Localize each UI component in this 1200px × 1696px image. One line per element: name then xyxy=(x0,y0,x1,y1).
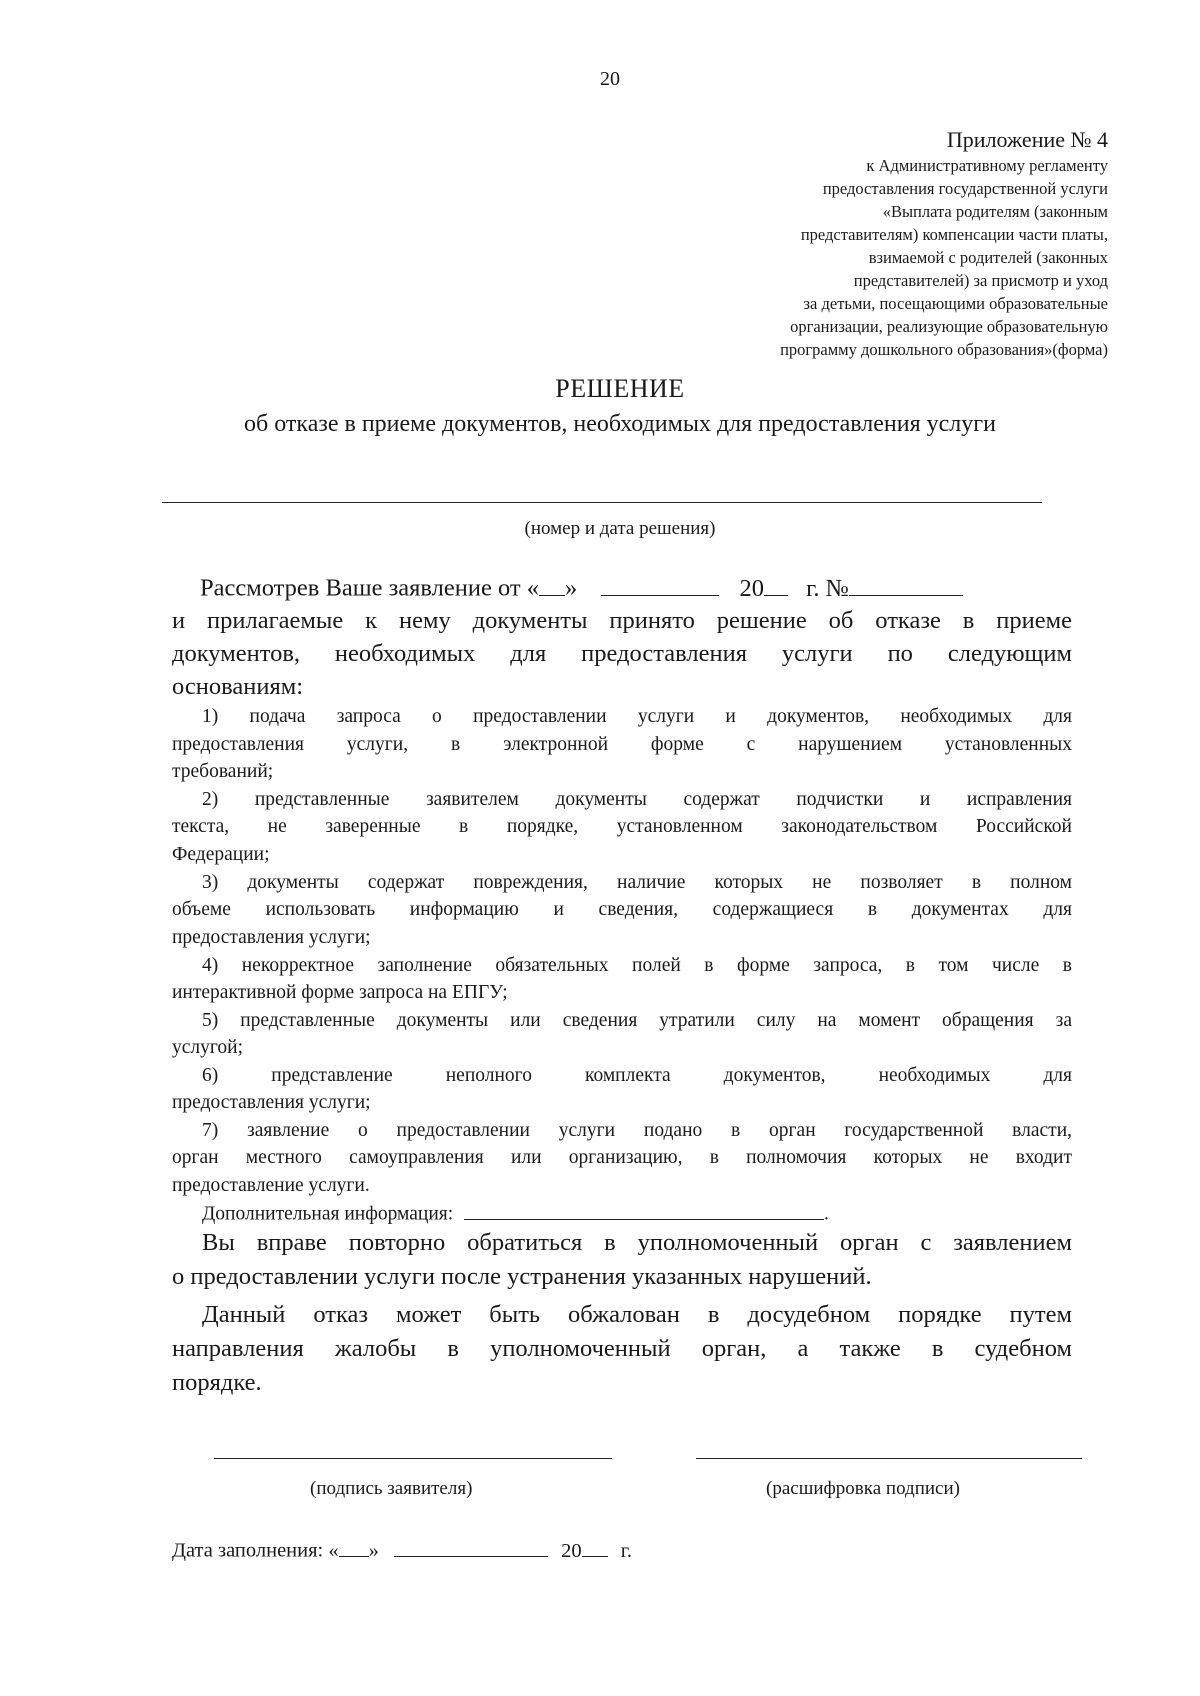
fill-year-prefix: 20 xyxy=(561,1539,582,1562)
ground-3-line-1: 3) документы содержат повреждения, наличие которых не позволяет в полном xyxy=(202,872,1072,893)
intro-line-2: и прилагаемые к нему документы принято решение об отказе в приеме xyxy=(172,607,1072,634)
appeal-line-1: Данный отказ может быть обжалован в досудебном порядке путем xyxy=(202,1301,1072,1328)
day-field[interactable] xyxy=(539,570,565,596)
ground-5-line-1: 5) представленные документы или сведения утратили силу на момент обращения за xyxy=(202,1010,1072,1031)
appendix-line: взимаемой с родителей (законных xyxy=(868,248,1108,267)
ground-4-line-1: 4) некорректное заполнение обязательных полей в форме запроса, в том числе в xyxy=(202,955,1072,976)
fill-date-row xyxy=(172,1535,632,1563)
intro-line-3: документов, необходимых для предоставления услуги по следующим xyxy=(172,640,1072,667)
decoding-line[interactable] xyxy=(696,1458,1082,1459)
fill-month-field[interactable] xyxy=(394,1535,548,1557)
intro-lead: Рассмотрев Ваше заявление от « xyxy=(200,574,539,602)
appendix-line: «Выплата родителям (законным xyxy=(882,202,1108,221)
appendix-line: предоставления государственной услуги xyxy=(822,179,1108,198)
appeal-line-3: порядке. xyxy=(172,1369,262,1396)
number-date-caption: (номер и дата решения) xyxy=(524,518,716,539)
month-field[interactable] xyxy=(601,570,719,596)
fill-day-field[interactable] xyxy=(339,1535,369,1557)
intro-year-suffix: г. № xyxy=(806,574,850,602)
document-title: РЕШЕНИЕ xyxy=(555,374,685,403)
ground-5-line-2: услугой; xyxy=(172,1037,244,1058)
appendix-line: представителей) за присмотр и уход xyxy=(853,271,1108,290)
ground-7-line-1: 7) заявление о предоставлении услуги подано в орган государственной власти, xyxy=(202,1120,1072,1141)
intro-line-1 xyxy=(200,570,963,605)
appendix-title: Приложение № 4 xyxy=(946,127,1108,152)
additional-info-label: Дополнительная информация: xyxy=(202,1203,454,1225)
signature-line[interactable] xyxy=(214,1458,612,1459)
signature-caption: (подпись заявителя) xyxy=(310,1478,473,1499)
fill-date-quote-close: » xyxy=(368,1539,379,1562)
ground-6-line-2: предоставления услуги; xyxy=(172,1092,371,1113)
decoding-caption: (расшифровка подписи) xyxy=(766,1478,960,1499)
document-subtitle: об отказе в приеме документов, необходимых для предоставления услуги xyxy=(244,411,996,437)
page-number: 20 xyxy=(600,68,620,90)
ground-7-line-3: предоставление услуги. xyxy=(172,1175,370,1196)
appendix-line: организации, реализующие образовательную xyxy=(790,317,1108,336)
ground-6-line-1: 6) представление неполного комплекта документов, необходимых для xyxy=(202,1065,1072,1086)
ground-1-line-3: требований; xyxy=(172,761,274,782)
ground-4-line-2: интерактивной форме запроса на ЕПГУ; xyxy=(172,982,508,1003)
application-number-field[interactable] xyxy=(849,570,963,596)
appendix-line: программу дошкольного образования»(форма) xyxy=(780,340,1108,359)
additional-info-field[interactable] xyxy=(464,1199,824,1220)
intro-year-prefix: 20 xyxy=(739,574,764,602)
appendix-header xyxy=(780,126,1108,361)
ground-3-line-2: объеме использовать информацию и сведения, содержащиеся в документах для xyxy=(172,899,1072,920)
appendix-line: представителям) компенсации части платы, xyxy=(800,225,1108,244)
fill-year-suffix: г. xyxy=(620,1539,632,1562)
fill-year-field[interactable] xyxy=(582,1535,608,1557)
ground-3-line-3: предоставления услуги; xyxy=(172,927,371,948)
intro-quote-close: » xyxy=(564,574,578,602)
intro-line-4: основаниям: xyxy=(172,673,304,700)
ground-7-line-2: орган местного самоуправления или организацию, в полномочия которых не входит xyxy=(172,1147,1072,1168)
ground-2-line-3: Федерации; xyxy=(172,844,270,865)
reapply-line-1: Вы вправе повторно обратиться в уполномоченный орган с заявлением xyxy=(202,1229,1072,1256)
ground-1-line-2: предоставления услуги, в электронной форме с нарушением установленных xyxy=(172,734,1072,755)
ground-2-line-1: 2) представленные заявителем документы содержат подчистки и исправления xyxy=(202,789,1072,810)
additional-info-end: . xyxy=(824,1203,829,1225)
number-date-line[interactable] xyxy=(162,502,1042,503)
ground-2-line-2: текста, не заверенные в порядке, установленном законодательством Российской xyxy=(172,816,1072,837)
appendix-line: за детьми, посещающими образовательные xyxy=(803,294,1108,313)
fill-date-label: Дата заполнения: « xyxy=(172,1539,339,1562)
ground-1-line-1: 1) подача запроса о предоставлении услуги и документов, необходимых для xyxy=(202,706,1072,727)
additional-info-row xyxy=(202,1199,829,1228)
appendix-line: к Административному регламенту xyxy=(866,156,1108,175)
appeal-line-2: направления жалобы в уполномоченный орган, а также в судебном xyxy=(172,1335,1072,1362)
year-field[interactable] xyxy=(764,570,788,596)
reapply-line-2: о предоставлении услуги после устранения указанных нарушений. xyxy=(172,1263,872,1290)
